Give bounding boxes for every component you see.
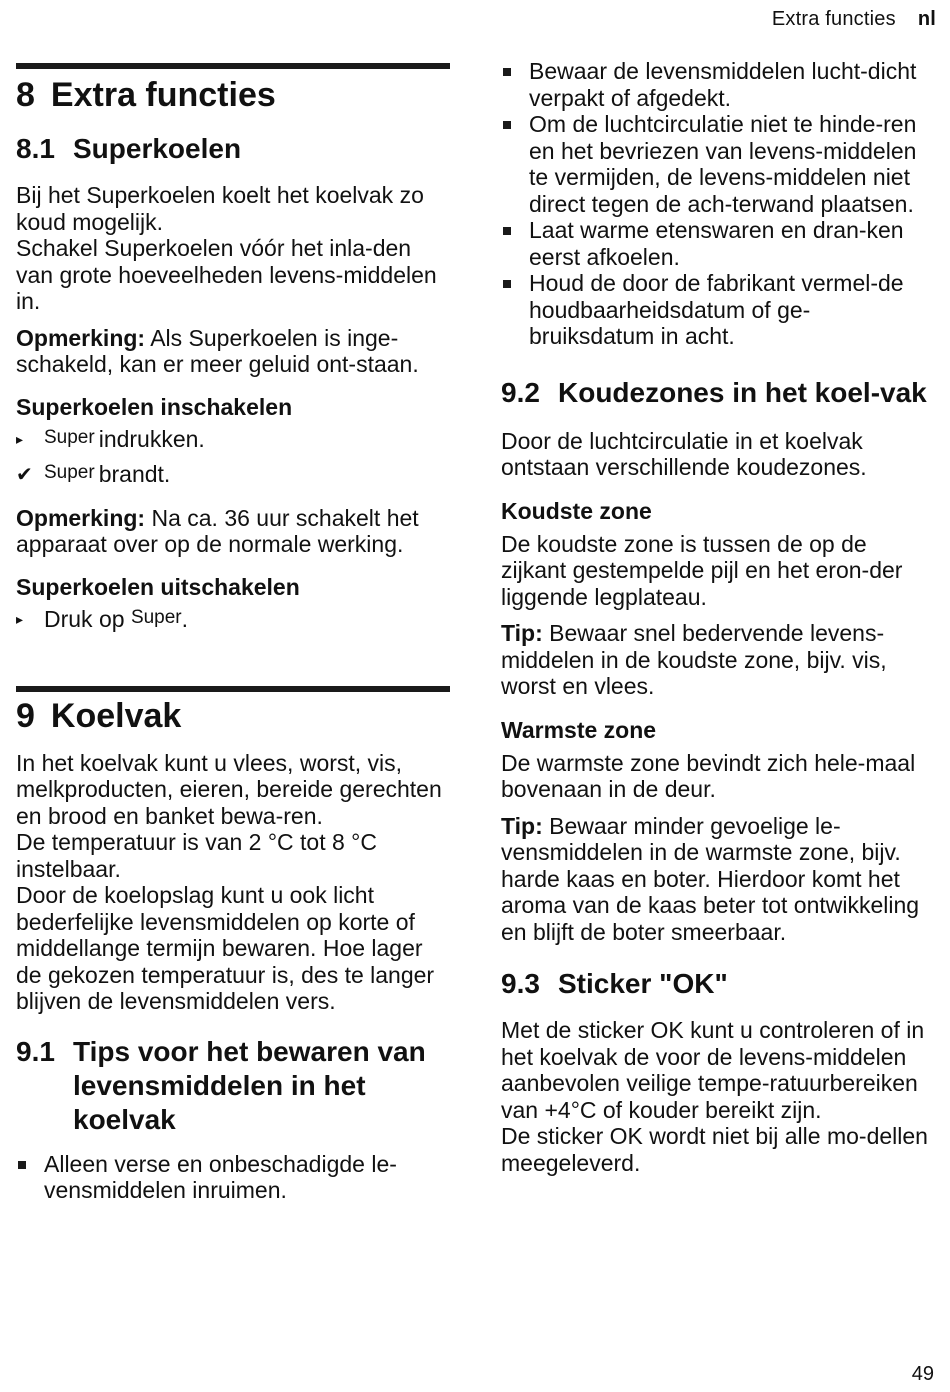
- warmest-zone-heading: Warmste zone: [501, 716, 657, 743]
- result-super-lit: ✔ Super brandt.: [16, 458, 450, 493]
- step-arrow-icon: ▸: [16, 430, 24, 447]
- chapter-9-intro-3: Door de koelopslag kunt u ook licht bederfelijke levensmiddelen op korte of middellange termijn bewaren. Hoe lager de gekozen temperatuur is, des te langer blijven de levensmiddelen vers.: [16, 882, 435, 1014]
- note-label: Opmerking:: [16, 324, 146, 351]
- list-item: Houd de door de fabrikant vermel-de houdbaarheidsdatum of ge-bruiksdatum in acht.: [501, 270, 933, 350]
- step-press-super: ▸ Super indrukken.: [16, 423, 450, 458]
- super-key-label: Super: [130, 606, 182, 628]
- section-8-1-paragraph-2: Schakel Superkoelen vóór het inla-den van grote hoeveelheden levens-middelen in.: [16, 235, 437, 314]
- list-item: Alleen verse en onbeschadigde le-vensmiddelen inruimen.: [16, 1151, 450, 1204]
- left-column: [16, 0, 450, 1204]
- section-9-1-heading: 9.1 Tips voor het bewaren van levensmiddelen in het koelvak: [16, 1035, 426, 1135]
- chapter-9-intro-1: In het koelvak kunt u vlees, worst, vis, melkproducten, eieren, bereide gerechten en brood en banket bewa-ren.: [16, 749, 442, 829]
- section-9-2-heading: 9.2 Koudezones in het koel-vak: [501, 376, 927, 408]
- chapter-8-rule: [16, 63, 450, 69]
- checkmark-icon: ✔: [16, 463, 33, 486]
- warmest-zone-tip: [501, 813, 933, 946]
- coldest-zone-text: De koudste zone is tussen de op de zijkant gestempelde pijl en het eron-der liggende legplateau.: [501, 530, 903, 610]
- section-9-3-heading: 9.3 Sticker "OK": [501, 968, 728, 999]
- chapter-9-intro-2: De temperatuur is van 2 °C tot 8 °C instelbaar.: [16, 829, 377, 882]
- tips-list-part-2: [501, 58, 933, 350]
- section-9-2-intro: Door de luchtcirculatie in et koelvak ontstaan verschillende koudezones.: [501, 427, 867, 480]
- chapter-9-rule: [16, 686, 450, 692]
- chapter-9-heading: 9 Koelvak: [16, 696, 182, 735]
- section-9-3-paragraph-1: Met de sticker OK kunt u controleren of in het koelvak de voor de levens-middelen aanbevolen veilige tempe-ratuurbereiken van +4°C of kouder bereikt zijn.: [501, 1017, 925, 1123]
- section-8-1-heading: 8.1 Superkoelen: [16, 133, 242, 164]
- superkoelen-off-heading: Superkoelen uitschakelen: [16, 573, 300, 600]
- step-arrow-icon: ▸: [16, 610, 24, 627]
- coldest-zone-tip: [501, 620, 933, 700]
- note-label: Opmerking:: [16, 504, 146, 531]
- header-section-title: Extra functies: [771, 8, 896, 30]
- list-item: Laat warme etenswaren en dran-ken eerst afkoelen.: [501, 217, 933, 270]
- right-column: [501, 0, 933, 1176]
- header-language: nl: [917, 8, 936, 30]
- super-key-label: Super: [44, 461, 95, 483]
- tip-text: Bewaar snel bedervende levens-middelen in de koudste zone, bijv. vis, worst en vlees.: [501, 620, 887, 699]
- section-9-3-paragraph-2: De sticker OK wordt niet bij alle mo-dellen meegeleverd.: [501, 1123, 928, 1176]
- tip-label: Tip:: [501, 620, 543, 646]
- bullet-square-icon: [18, 1161, 26, 1169]
- note-1: [16, 325, 450, 378]
- tip-text: Bewaar minder gevoelige le-vensmiddelen in de warmste zone, bijv. harde kaas en boter. Hierdoor komt het aroma van de kaas beter tot ontwikkeling en blijft de boter smeerbaar.: [501, 812, 920, 945]
- bullet-square-icon: [503, 121, 511, 129]
- page-number: 49: [911, 1363, 934, 1385]
- coldest-zone-heading: Koudste zone: [501, 497, 652, 524]
- step-press-super-off: ▸ Druk op Super.: [16, 603, 450, 638]
- tip-label: Tip:: [501, 812, 543, 839]
- super-key-label: Super: [44, 426, 95, 448]
- note-text: Als Superkoelen is inge-schakeld, kan er meer geluid ont-staan.: [16, 324, 419, 377]
- note-text: Na ca. 36 uur schakelt het apparaat over op de normale werking.: [16, 504, 419, 557]
- warmest-zone-text: De warmste zone bevindt zich hele-maal bovenaan in de deur.: [501, 749, 916, 802]
- superkoelen-on-heading: Superkoelen inschakelen: [16, 393, 293, 420]
- chapter-8-heading: 8 Extra functies: [16, 76, 276, 114]
- list-item: Bewaar de levensmiddelen lucht-dicht verpakt of afgedekt.: [501, 58, 933, 111]
- section-8-1-paragraph-1: Bij het Superkoelen koelt het koelvak zo koud mogelijk.: [16, 182, 424, 235]
- bullet-square-icon: [503, 68, 511, 76]
- bullet-square-icon: [503, 280, 511, 288]
- tips-list-part-1: [16, 1151, 450, 1204]
- list-item: Om de luchtcirculatie niet te hinde-ren en het bevriezen van levens-middelen te vermijden, de levens-middelen niet direct tegen de ach-terwand plaatsen.: [501, 111, 933, 217]
- note-2: [16, 505, 450, 558]
- bullet-square-icon: [503, 227, 511, 235]
